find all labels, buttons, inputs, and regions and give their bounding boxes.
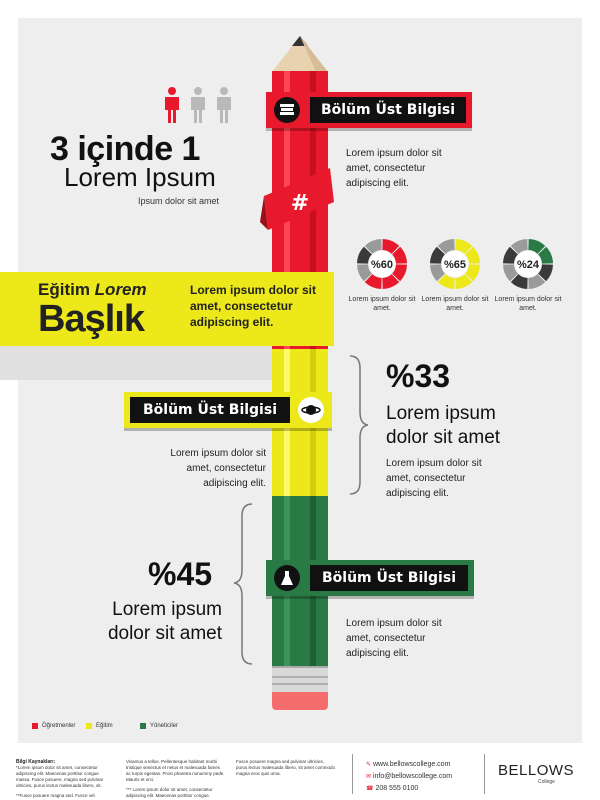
footer-col3-text: Fusce posuere magna sed pulvinar ultricies, purus lectus malesuada libero, sit amet commodo magna eros quis urna. (236, 759, 336, 776)
footer-col1 (16, 759, 114, 799)
section3-brace (232, 502, 256, 666)
banner-big-title: Başlık (38, 298, 144, 340)
donut-chart (430, 239, 480, 294)
banner-shadow (0, 346, 272, 380)
legend-swatch (140, 723, 146, 729)
footer-col3 (236, 759, 336, 777)
legend-swatch (86, 723, 92, 729)
brand-sub: College (538, 779, 555, 785)
planet-icon (298, 397, 324, 423)
link-icon: ✎ (366, 762, 372, 768)
footer-col2-text2: *** Lorem ipsum dolor sit amet, consectetur adipiscing elit. Maecenas porttitor congue. (126, 787, 213, 798)
donut-chart (357, 239, 407, 294)
donut-value-label: %60 (370, 259, 394, 271)
footer-email[interactable]: info@bellowscollege.com (372, 773, 453, 780)
phone-icon: ☎ (366, 786, 374, 792)
person-icon (217, 87, 231, 123)
footer-website[interactable]: www.bellowscollege.com (372, 761, 451, 768)
person-icons (162, 86, 242, 124)
section1-header-box (266, 92, 472, 128)
section2-body: Lorem ipsum dolor sit amet, consectetur adipiscing elit. (170, 448, 266, 489)
section1-header: Bölüm Üst Bilgisi (310, 97, 466, 123)
legend-label: Yöneticiler (150, 723, 179, 729)
section2-stat-body: Lorem ipsum dolor sit amet, consectetur adipiscing elit. (386, 458, 482, 499)
section2-stat-text: Lorem ipsum dolor sit amet (386, 403, 501, 448)
hero-counter: 3 içinde 1 (50, 130, 200, 168)
person-icon (165, 87, 179, 123)
footer-col1-text2: **Fusce posuere magna sed. Fusce vel. (16, 793, 96, 798)
banner-body: Lorem ipsum dolor sit amet, consectetur adipiscing elit. (190, 283, 317, 329)
hero-subtitle: Lorem Ipsum (64, 162, 216, 192)
section3-stat-text: Lorem ipsum dolor sit amet (107, 599, 222, 644)
footer-divider-2 (484, 754, 485, 794)
section2-brace (346, 354, 370, 496)
person-icon (191, 87, 205, 123)
section3-body: Lorem ipsum dolor sit amet, consectetur adipiscing elit. (346, 618, 442, 659)
legend-label: Öğretmenler (42, 723, 76, 729)
footer-phone: 208 555 0100 (375, 785, 419, 792)
hashtag-icon: # (290, 191, 310, 216)
pencil-eraser (272, 692, 328, 710)
donut-caption: Lorem ipsum dolor sit amet. (494, 296, 562, 312)
legend-swatch (32, 723, 38, 729)
footer-col2 (126, 759, 226, 799)
section3-header: Bölüm Üst Bilgisi (310, 565, 468, 591)
mail-icon: ✉ (366, 774, 372, 780)
legend-label: Eğitim (96, 723, 113, 729)
footer-email-row[interactable] (366, 771, 452, 783)
hero-caption: Ipsum dolor sit amet (138, 196, 220, 206)
footer-contacts (366, 759, 452, 795)
flask-icon (274, 565, 300, 591)
section3-header-box (266, 560, 474, 596)
brand-logo: BELLOWS (498, 762, 575, 779)
banner-title: Eğitim Lorem (38, 280, 147, 299)
section3-stat: %45 (148, 556, 213, 592)
pencil-ferrule (272, 666, 328, 692)
section2-header-box (124, 392, 332, 428)
footer-col2-text: Vivamus a tellus. Pellentesque habitant morbi tristique senectus et netus et malesuada fames ac turpis egestas. Proin pharetra nonummy pede. Mauris et orci. (126, 759, 225, 782)
donut-chart (503, 239, 553, 294)
footer-website-row[interactable] (366, 759, 452, 771)
footer-phone-row (366, 783, 452, 795)
section2-stat: %33 (386, 358, 451, 394)
section2-header: Bölüm Üst Bilgisi (130, 397, 290, 423)
section1-body: Lorem ipsum dolor sit amet, consectetur adipiscing elit. (346, 148, 442, 189)
donut-caption: Lorem ipsum dolor sit amet. (421, 296, 489, 312)
footer-col1-title: Bilgi Kaynakları: (16, 759, 56, 765)
footer-col1-text: *Lorem ipsum dolor sit amet, consectetur adipiscing elit. Maecenas porttitor congue massa. Fusce posuere, magna sed pulvinar ultricies, purus lectus malesuada libero, sit. (16, 765, 104, 788)
pencil-tip (272, 0, 328, 72)
hashtag-ribbon (256, 160, 340, 240)
books-icon (274, 97, 300, 123)
donut-value-label: %24 (516, 259, 540, 271)
footer-divider (352, 754, 353, 794)
donut-caption: Lorem ipsum dolor sit amet. (348, 296, 416, 312)
donut-value-label: %65 (443, 259, 467, 271)
